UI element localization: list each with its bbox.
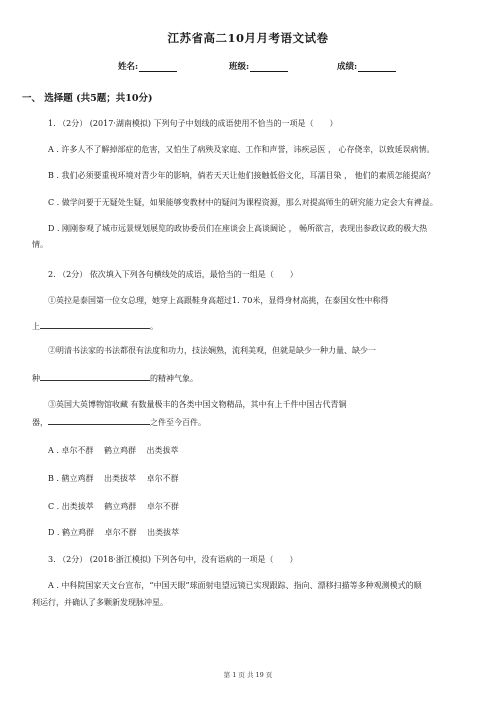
name-blank xyxy=(139,62,177,72)
name-field xyxy=(118,60,177,72)
q2-option-b: B . 鹤立鸡群 出类拔萃 卓尔不群 xyxy=(48,474,179,483)
q1-option-a: A . 许多人不了解掉部症的危害，又怕生了病殃及家庭、工作和声誉，讳疾忌医 ， 心存侥幸，以致延误病情。 xyxy=(48,145,435,154)
q1-option-d: D . 刚刚参观了城市远景规划展览的政协委员们在座谈会上高谈阔论 ， 畅所欲言，表现出参政议政的极大热 xyxy=(48,224,428,233)
q2-sentence-3: ③英国大英博物馆收藏 有数量极丰的各类中国文物精品，其中有上千件中国古代青铜 xyxy=(48,400,347,409)
q2-option-d: D . 鹤立鸡群 卓尔不群 出类拔萃 xyxy=(48,528,180,537)
page-footer: 第 1 页 共 19 页 xyxy=(223,671,273,679)
q2-sentence-2-cont xyxy=(32,372,198,384)
q3-option-a-cont: 利运行，并确认了多颗新发现脉冲星。 xyxy=(32,598,168,607)
q2-s1-suffix: 。 xyxy=(150,322,158,331)
q2-sentence-2: ②明清书法家的书法都很有法度和功力，技法娴熟，流利美观，但就是缺少一种力量、缺少一 xyxy=(48,346,376,355)
q3-option-a: A . 中科院国家天文台宣布，“中国天眼”球面射电望远镜已实现跟踪、指向、漂移扫描等多种观测模式的顺 xyxy=(48,581,422,590)
q1-option-d-cont: 情。 xyxy=(32,240,48,249)
q2-s1-prefix: 上 xyxy=(32,322,40,331)
question-2-stem: 2. （2分） 依次填入下列各句横线处的成语，最恰当的一组是（ ） xyxy=(48,270,298,279)
q2-option-a: A . 卓尔不群 鹤立鸡群 出类拔萃 xyxy=(48,446,179,455)
q2-sentence-1: ①英拉是泰国第一位女总理，她穿上高跟鞋身高超过1. 70米，显得身材高挑，在泰国女性中称得 xyxy=(48,296,389,305)
q2-blank-2 xyxy=(40,372,150,381)
section-heading: 一、 选择题 (共5题；共10分) xyxy=(22,93,153,104)
class-label: 班级: xyxy=(229,62,250,72)
question-3-stem: 3. （2分） (2018·浙江模拟) 下列各句中，没有语病的一项是（ ） xyxy=(48,555,298,564)
score-blank xyxy=(358,62,396,72)
question-1-stem: 1. （2分） (2017·湖南模拟) 下列句子中划线的成语使用不恰当的一项是（ ） xyxy=(48,119,338,128)
q2-s3-suffix: 之件至今百件。 xyxy=(150,418,206,427)
class-field xyxy=(229,60,288,72)
q2-s2-suffix: 的精神气象。 xyxy=(150,374,198,383)
name-label: 姓名: xyxy=(118,62,139,72)
student-info-row xyxy=(0,60,496,74)
q2-sentence-3-cont xyxy=(32,416,206,428)
q2-sentence-1-cont xyxy=(32,320,158,332)
page-title: 江苏省高二10月月考语文试卷 xyxy=(167,31,329,45)
q2-s3-prefix: 器， xyxy=(32,418,48,427)
q2-blank-1 xyxy=(40,320,150,329)
score-label: 成绩: xyxy=(337,62,358,72)
class-blank xyxy=(250,62,288,72)
q2-blank-3 xyxy=(48,416,150,425)
score-field xyxy=(337,60,396,72)
q1-option-c: C . 做学问要于无疑处生疑，如果能够变教材中的疑问为课程资源，那么对提高师生的研究能力定会大有裨益。 xyxy=(48,198,438,207)
q2-s2-prefix: 种 xyxy=(32,374,40,383)
q2-option-c: C . 出类拔萃 鹤立鸡群 卓尔不群 xyxy=(48,502,179,511)
q1-option-b: B . 我们必须要重视环境对青少年的影响，倘若天天让他们接触低俗文化，耳濡目染 ， 他们的素质怎能提高？ xyxy=(48,171,435,180)
